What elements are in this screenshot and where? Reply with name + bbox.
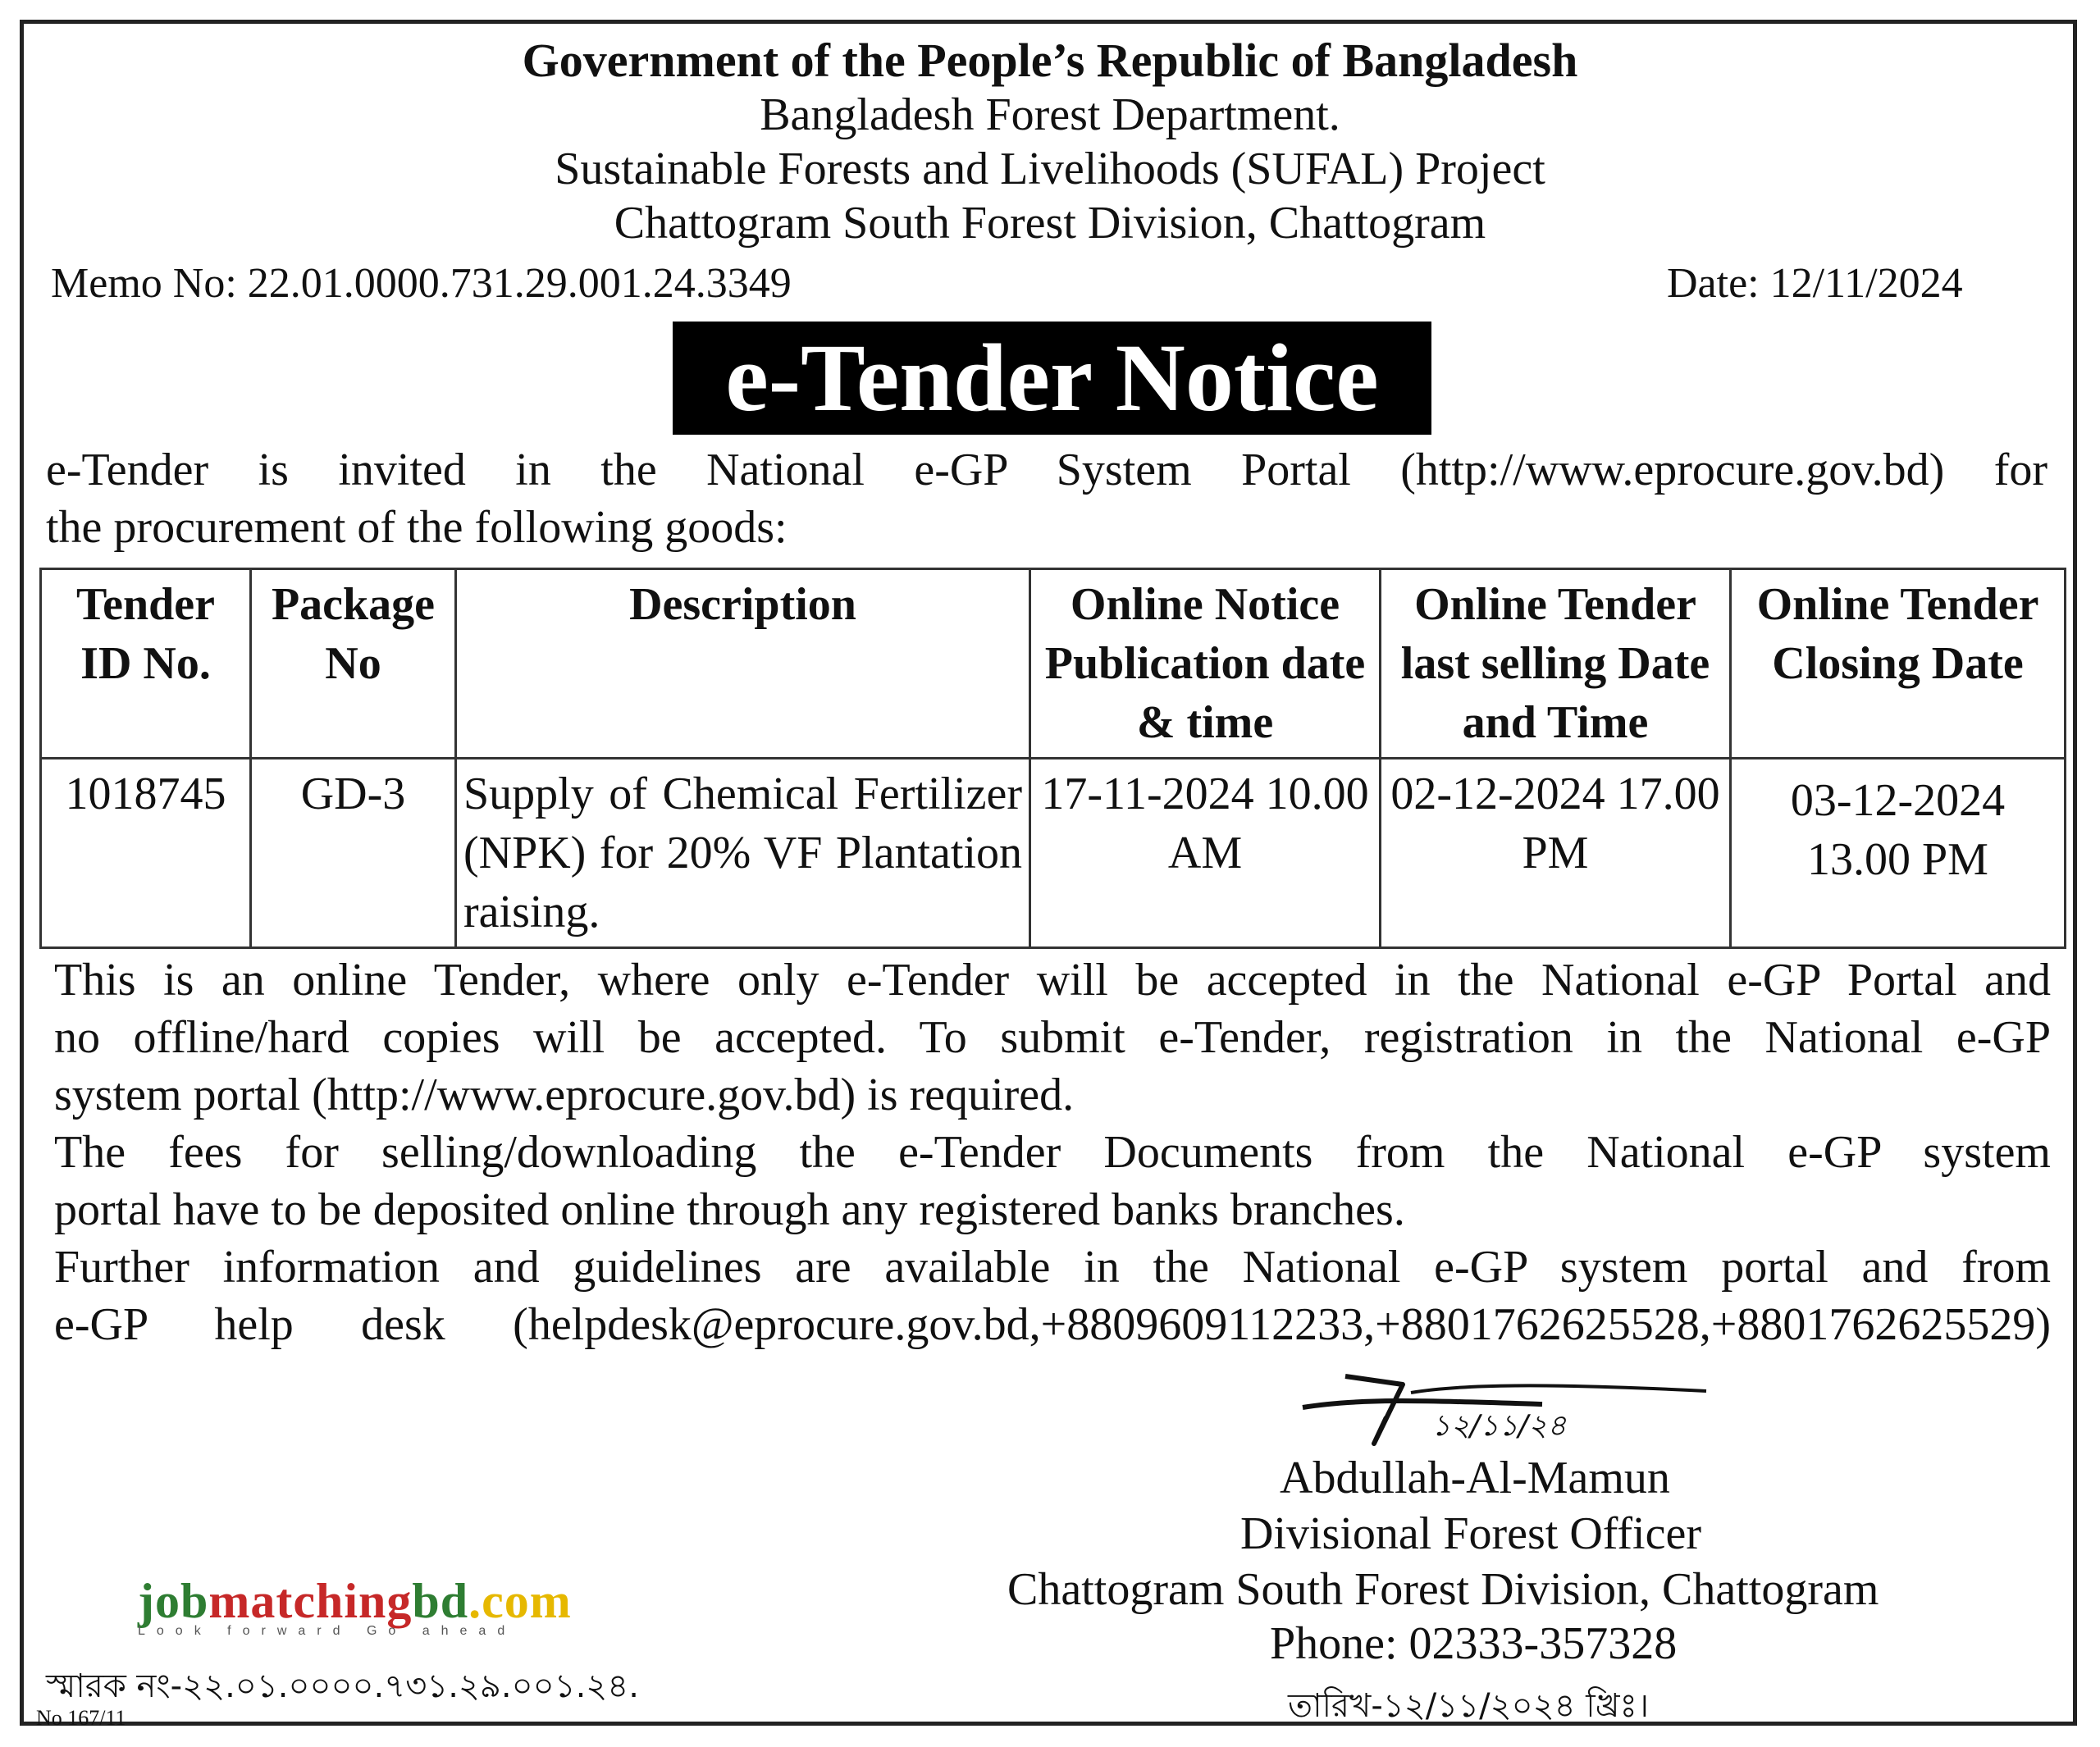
logo-part-com: .com xyxy=(468,1574,572,1628)
body-line: Further information and guidelines are available in the National e-GP system portal and from xyxy=(54,1242,2051,1293)
reference-number: No 167/11 xyxy=(36,1706,126,1730)
intro-paragraph xyxy=(46,441,2048,556)
cell-package: GD-3 xyxy=(251,759,456,948)
header-description: Description xyxy=(456,569,1030,759)
body-line: portal have to be deposited online through any registered banks branches. xyxy=(54,1184,1405,1235)
header-tender-id: Tender ID No. xyxy=(41,569,251,759)
header-closing-date: Online Tender Closing Date xyxy=(1731,569,2066,759)
logo-part-bd: bd xyxy=(412,1574,469,1628)
signature-date: ১২/১১/২৪ xyxy=(1431,1409,1567,1443)
header-publication: Online Notice Publication date & time xyxy=(1030,569,1381,759)
body-line: no offline/hard copies will be accepted. To submit e-Tender, registration in the National e-GP xyxy=(54,1012,2051,1063)
body-line: This is an online Tender, where only e-Tender will be accepted in the National e-GP Portal and xyxy=(54,955,2051,1006)
header-package-no: Package No xyxy=(251,569,456,759)
table-header-row xyxy=(41,569,2066,759)
memo-date: Date: 12/11/2024 xyxy=(1667,260,1963,307)
jobmatchingbd-logo xyxy=(138,1576,572,1639)
notice-title: e-Tender Notice xyxy=(673,322,1431,435)
cell-closing: 03-12-2024 13.00 PM xyxy=(1731,759,2066,948)
bengali-memo: স্মারক নং-২২.০১.০০০০.৭৩১.২৯.০০১.২৪. xyxy=(46,1667,639,1705)
logo-part-matching: matching xyxy=(208,1574,413,1628)
header-project: Sustainable Forests and Livelihoods (SUFAL) Project xyxy=(555,144,1545,194)
header-last-selling: Online Tender last selling Date and Time xyxy=(1381,569,1731,759)
intro-line: the procurement of the following goods: xyxy=(46,502,788,553)
cell-description: Supply of Chemical Fertilizer (NPK) for 20% VF Plantation raising. xyxy=(456,759,1030,948)
logo-tagline: Look forward Go ahead xyxy=(138,1624,517,1638)
body-paragraph-online xyxy=(54,951,2051,1353)
officer-phone: Phone: 02333-357328 xyxy=(1270,1618,1678,1669)
logo-part-job: job xyxy=(138,1574,209,1628)
body-line: The fees for selling/downloading the e-Tender Documents from the National e-GP system xyxy=(54,1127,2051,1178)
officer-designation: Divisional Forest Officer xyxy=(1240,1508,1701,1559)
intro-line: e-Tender is invited in the National e-GP System Portal (http://www.eprocure.gov.bd) for xyxy=(46,445,2048,495)
cell-publication: 17-11-2024 10.00 AM xyxy=(1030,759,1381,948)
table-row xyxy=(41,759,2066,948)
tender-table xyxy=(39,568,2066,949)
header-division: Chattogram South Forest Division, Chattogram xyxy=(614,198,1486,249)
header-government: Government of the People’s Republic of Bangladesh xyxy=(522,34,1578,87)
body-line: system portal (http://www.eprocure.gov.bd) is required. xyxy=(54,1070,1075,1120)
bengali-date: তারিখ-১২/১১/২০২৪ খ্রিঃ। xyxy=(1288,1687,1650,1725)
header-department: Bangladesh Forest Department. xyxy=(760,89,1340,140)
officer-name: Abdullah-Al-Mamun xyxy=(1280,1453,1670,1503)
memo-number: Memo No: 22.01.0000.731.29.001.24.3349 xyxy=(51,260,792,307)
cell-tender-id: 1018745 xyxy=(41,759,251,948)
body-line: e-GP help desk (helpdesk@eprocure.gov.bd,+8809609112233,+8801762625528,+8801762625529) xyxy=(54,1299,2051,1350)
officer-office: Chattogram South Forest Division, Chattogram xyxy=(1007,1564,1879,1615)
cell-last-selling: 02-12-2024 17.00 PM xyxy=(1381,759,1731,948)
